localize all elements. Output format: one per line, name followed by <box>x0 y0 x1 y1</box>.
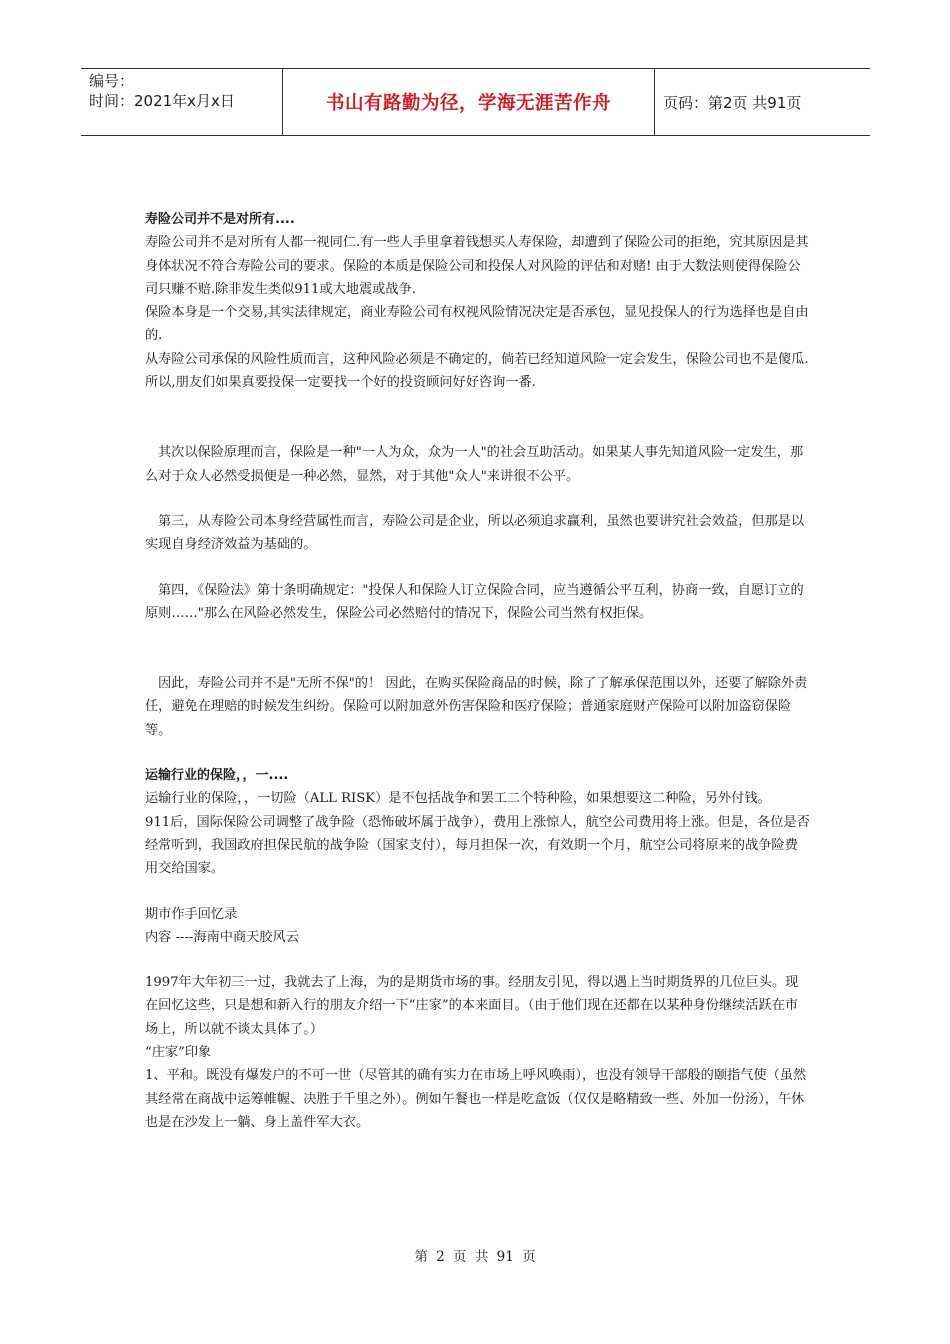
document-body <box>145 208 810 1134</box>
paragraph: 从寿险公司承保的风险性质而言，这种风险必须是不确定的，倘若已经知道风险一定会发生，保险公司也不是傻瓜.所以,朋友们如果真要投保一定要找一个好的投资顾问好好咨询一番. <box>145 351 809 391</box>
paragraph: 第四，《保险法》第十条明确规定："投保人和保险人订立保险合同，应当遵循公平互利，协商一致，自愿订立的原则……"那么在风险必然发生，保险公司必然赔付的情况下，保险公司当然有权拒保。 <box>145 582 804 621</box>
section-title: 期市作手回忆录 <box>145 906 238 922</box>
paragraph: 保险本身是一个交易,其实法律规定，商业寿险公司有权视风险情况决定是否承包，显见投保人的行为选择也是自由的. <box>145 305 809 344</box>
header-meta <box>81 69 283 135</box>
paragraph: 1997年大年初三一过，我就去了上海，为的是期货市场的事。经朋友引见，得以遇上当时期货界的几位巨头。现在回忆这些，只是想和新入行的朋友介绍一下“庄家”的本来面目。（由于他们现在还都在以某种身份继续活跃在市场上，所以就不谈太具体了。） <box>145 975 799 1037</box>
section-title: 运输行业的保险，，一.... <box>145 768 289 784</box>
paragraph: 第三，从寿险公司本身经营属性而言，寿险公司是企业，所以必须追求赢利，虽然也要讲究社会效益，但那是以实现自身经济效益为基础的。 <box>145 513 805 553</box>
header-motto: 书山有路勤为径，学海无涯苦作舟 <box>283 69 655 135</box>
page-footer: 第 2 页 共 91 页 <box>414 1249 536 1265</box>
section-title: 寿险公司并不是对所有.... <box>145 212 295 227</box>
document-number: 编号： <box>89 72 135 90</box>
document-date: 时间：2021年x月x日 <box>89 92 235 110</box>
header-page-info: 页码：第2页 共91页 <box>663 93 802 112</box>
paragraph: 911后，国际保险公司调整了战争险（恐怖破坏属于战争），费用上涨惊人，航空公司费用将上涨。但是，各位是否经常听到，我国政府担保民航的战争险（国家支付），每月担保一次，有效期一个月，航空公司将原来的战争险费用交给国家。 <box>145 814 810 877</box>
paragraph: “庄家”印象 <box>145 1045 212 1061</box>
paragraph: 因此，寿险公司并不是"无所不保"的！ 因此，在购买保险商品的时候，除了了解承保范围以外，还要了解除外责任，避免在理赔的时候发生纠纷。保险可以附加意外伤害保险和医疗保险；普通家庭财产保险可以附加盗窃保险等。 <box>145 676 808 738</box>
section-subtitle: 内容 ----海南中商天胶风云 <box>145 929 299 945</box>
paragraph: 其次以保险原理而言，保险是一种"一人为众，众为一人"的社会互助活动。如果某人事先知道风险一定发生，那么对于众人必然受损便是一种必然，显然，对于其他"众人"来讲很不公平。 <box>145 445 804 484</box>
page-header <box>81 68 870 136</box>
paragraph: 运输行业的保险，，一切险（ALL RISK）是不包括战争和罢工二个特种险，如果想要这二种险，另外付钱。 <box>145 791 771 807</box>
paragraph: 1、平和。既没有爆发户的不可一世（尽管其的确有实力在市场上呼风唤雨），也没有领导干部般的颐指气使（虽然其经常在商战中运筹帷幄、决胜于千里之外）。例如午餐也一样是吃盒饭（仅仅是略精致一些、外加一份汤），午休也是在沙发上一躺、身上盖件军大衣。 <box>145 1068 807 1130</box>
paragraph: 寿险公司并不是对所有人都一视同仁.有一些人手里拿着钱想买人寿保险，却遭到了保险公司的拒绝，究其原因是其身体状况不符合寿险公司的要求。保险的本质是保险公司和投保人对风险的评估和对赌! 由于大数法则使得保险公司只赚不赔.除非发生类似911或大地震或战争. <box>145 235 809 297</box>
